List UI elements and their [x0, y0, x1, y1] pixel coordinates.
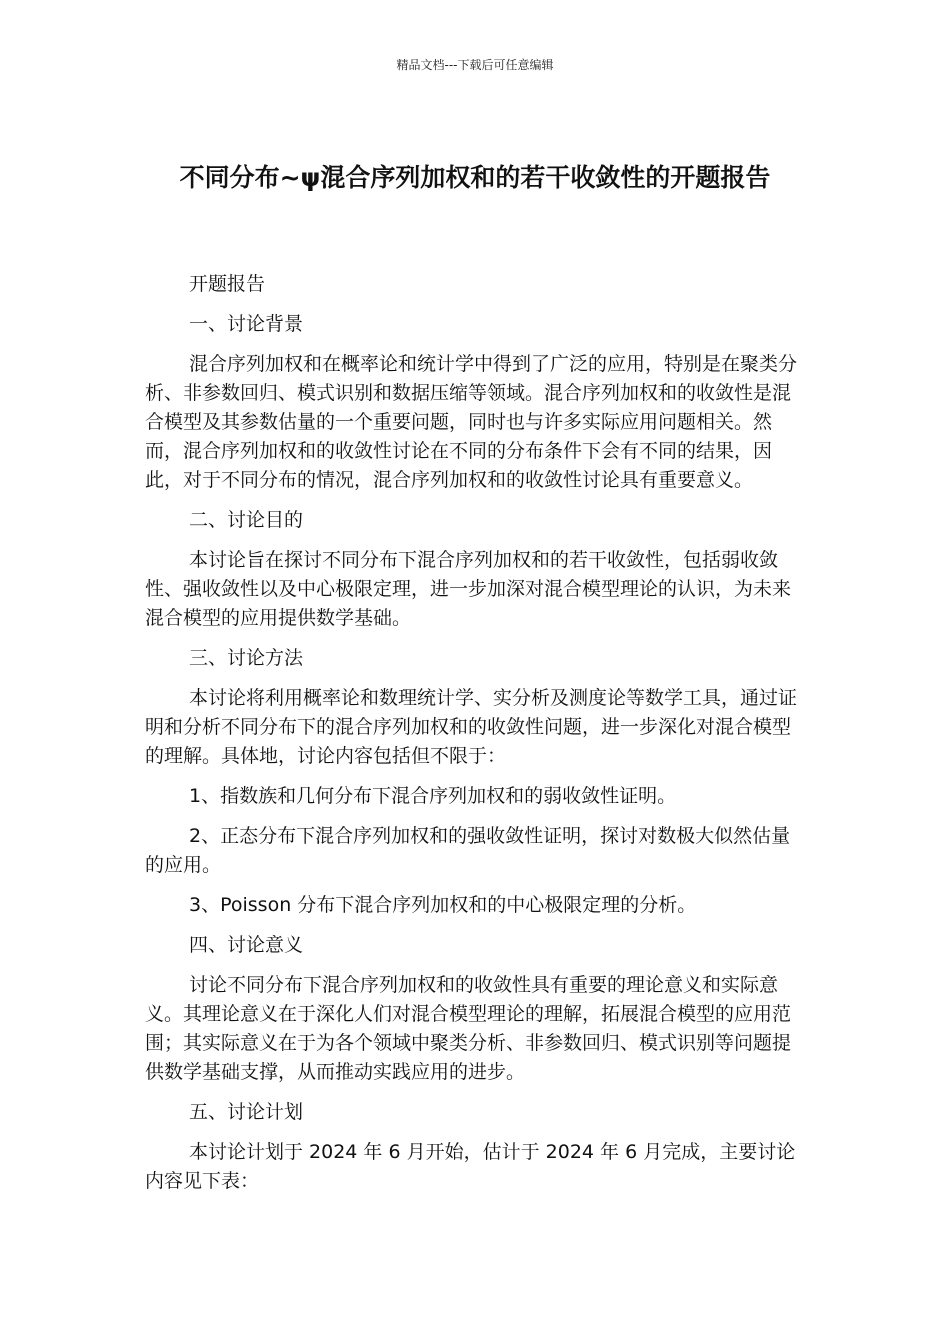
paragraph-method: 本讨论将利用概率论和数理统计学、实分析及测度论等数学工具，通过证明和分析不同分布下的混合序列加权和的收敛性问题，进一步深化对混合模型的理解。具体地，讨论内容包括但不限于：: [145, 687, 798, 767]
report-label: 开题报告: [189, 273, 266, 295]
paragraph-background: 混合序列加权和在概率论和统计学中得到了广泛的应用，特别是在聚类分析、非参数回归、模式识别和数据压缩等领域。混合序列加权和的收敛性是混合模型及其参数估量的一个重要问题，同时也与许多实际应用问题相关。然而，混合序列加权和的收敛性讨论在不同的分布条件下会有不同的结果，因此，对于不同分布的情况，混合序列加权和的收敛性讨论具有重要意义。: [145, 353, 798, 491]
section-heading-significance: 四、讨论意义: [189, 934, 304, 956]
paragraph-significance: 讨论不同分布下混合序列加权和的收敛性具有重要的理论意义和实际意义。其理论意义在于深化人们对混合模型理论的理解，拓展混合模型的应用范围；其实际意义在于为各个领域中聚类分析、非参数回归、模式识别等问题提供数学基础支撑，从而推动实践应用的进步。: [145, 974, 792, 1083]
paragraph-purpose: 本讨论旨在探讨不同分布下混合序列加权和的若干收敛性，包括弱收敛性、强收敛性以及中心极限定理，进一步加深对混合模型理论的认识，为未来混合模型的应用提供数学基础。: [145, 549, 792, 629]
section-heading-purpose: 二、讨论目的: [189, 509, 304, 531]
method-list-item: 2、正态分布下混合序列加权和的强收敛性证明，探讨对数极大似然估量的应用。: [145, 825, 791, 876]
page-header: 精品文档---下载后可任意编辑: [396, 58, 554, 72]
document-title: 不同分布~ψ混合序列加权和的若干收敛性的开题报告: [179, 162, 771, 192]
method-list-item: 3、Poisson 分布下混合序列加权和的中心极限定理的分析。: [189, 894, 697, 916]
section-heading-background: 一、讨论背景: [189, 313, 304, 335]
paragraph-plan: 本讨论计划于 2024 年 6 月开始，估计于 2024 年 6 月完成，主要讨论内容见下表：: [145, 1141, 796, 1192]
document-body: [145, 270, 805, 1207]
section-heading-plan: 五、讨论计划: [189, 1101, 304, 1123]
method-list-item: 1、指数族和几何分布下混合序列加权和的弱收敛性证明。: [189, 785, 677, 807]
section-heading-method: 三、讨论方法: [189, 647, 304, 669]
